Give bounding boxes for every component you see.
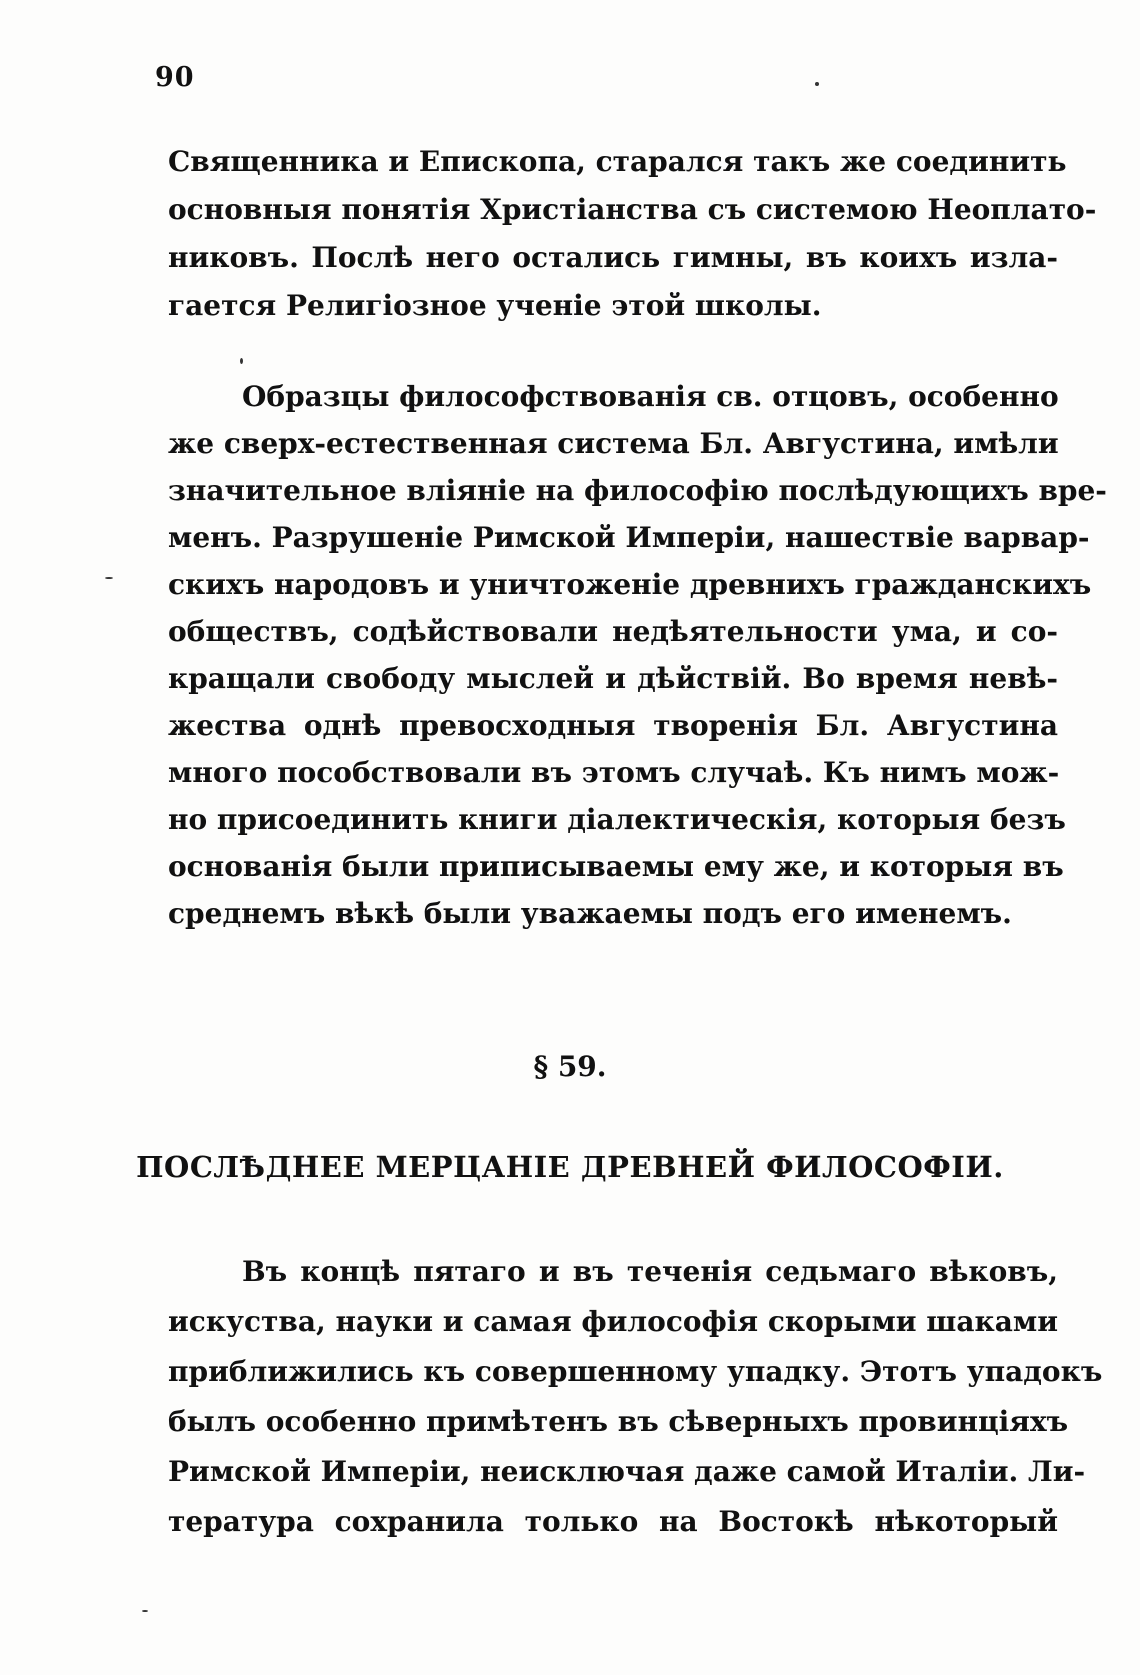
text-line: Въ концѣ пятаго и въ теченія седьмаго вѣковъ, <box>242 1255 1058 1288</box>
text-line: основанія были приписываемы ему же, и которыя въ <box>168 850 1064 883</box>
text-line: приближились къ совершенному упадку. Этотъ упадокъ <box>168 1355 1103 1388</box>
page-number: 90 <box>155 62 195 93</box>
text-line: никовъ. Послѣ него остались гимны, въ коихъ изла- <box>168 241 1058 274</box>
text-line: менъ. Разрушеніе Римской Имперіи, нашествіе варвар- <box>168 521 1090 554</box>
text-line: Образцы философствованія св. отцовъ, особенно <box>242 380 1059 413</box>
text-line: но присоединить книги діалектическія, которыя безъ <box>168 803 1066 836</box>
scan-speck <box>142 1610 148 1612</box>
text-line: гается Религіозное ученіе этой школы. <box>168 289 822 322</box>
text-line: скихъ народовъ и уничтоженіе древнихъ гражданскихъ <box>168 568 1092 601</box>
text-line: искуства, науки и самая философія скорыми шаками <box>168 1305 1058 1338</box>
section-number: § 59. <box>533 1050 607 1083</box>
text-line: кращали свободу мыслей и дѣйствій. Во время невѣ- <box>168 662 1058 695</box>
text-line: былъ особенно примѣтенъ въ сѣверныхъ провинціяхъ <box>168 1405 1069 1438</box>
text-line: Священника и Епископа, старался такъ же соединить <box>168 145 1067 178</box>
section-title: ПОСЛѢДНЕЕ МЕРЦАНІЕ ДРЕВНЕЙ ФИЛОСОФІИ. <box>136 1150 1004 1184</box>
text-line: жества однѣ превосходныя творенія Бл. Августина <box>168 709 1058 742</box>
scan-speck <box>105 577 113 579</box>
text-line: значительное вліяніе на философію послѣдующихъ вре- <box>168 474 1107 507</box>
text-line: же сверх-естественная система Бл. Августина, имѣли <box>168 427 1059 460</box>
scan-speck <box>240 358 243 364</box>
text-line: Римской Имперіи, неисключая даже самой Италіи. Ли- <box>168 1455 1086 1488</box>
text-line: обществъ, содѣйствовали недѣятельности ума, и со- <box>168 615 1058 648</box>
text-line: среднемъ вѣкѣ были уважаемы подъ его имeнемъ. <box>168 897 1012 930</box>
text-line: основныя понятія Христіанства съ системою Неоплато- <box>168 193 1097 226</box>
text-line: много пособствовали въ этомъ случаѣ. Къ нимъ мож- <box>168 756 1060 789</box>
text-line: тература сохранила только на Востокѣ нѣкоторый <box>168 1505 1058 1538</box>
scan-speck <box>815 82 819 86</box>
